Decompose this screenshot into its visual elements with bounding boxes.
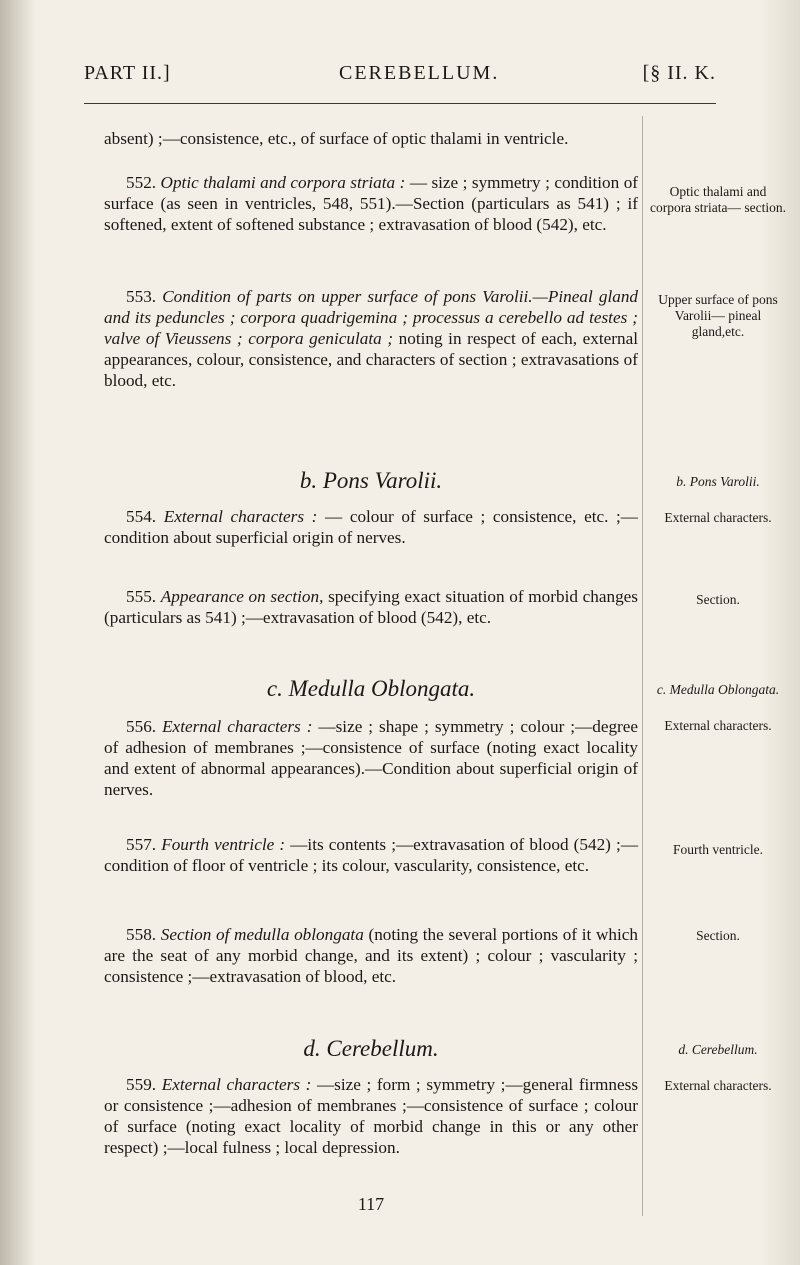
paragraph-556 — [104, 716, 638, 800]
running-head-part: PART II.] — [84, 62, 171, 84]
running-head-section: [§ II. K. — [642, 62, 716, 84]
paragraph-heading: Optic thalami and corpora striata : — [160, 173, 406, 192]
margin-note-upper-surface: Upper surface of pons Varolii— pineal gland,etc. — [658, 292, 778, 339]
paragraph-text: — colour of surface ; consistence, etc. ;—condition about superficial origin of nerves. — [104, 507, 638, 547]
paragraph-559 — [104, 1074, 638, 1158]
margin-note-cerebellum: d. Cerebellum. — [678, 1042, 758, 1057]
margin-note-external-1: External characters. — [664, 510, 772, 525]
margin-note-external-2: External characters. — [664, 718, 772, 733]
paragraph-heading: Appearance on section, — [160, 587, 324, 606]
paragraph-heading: Fourth ventricle : — [161, 835, 286, 854]
section-head-cerebellum: d. Cerebellum. — [303, 1036, 439, 1061]
paragraph-number: 555. — [126, 587, 157, 606]
paragraph-554 — [104, 506, 638, 548]
margin-note-external-3: External characters. — [664, 1078, 772, 1093]
paragraph-heading: External characters : — [163, 507, 318, 526]
margin-note-pons: b. Pons Varolii. — [676, 474, 760, 489]
paragraph-text: —size ; shape ; symmetry ; colour ;—degree of adhesion of membranes ;—consistence of surface (noting exact locality and extent of abnormal appearances).—Condition about superficial origin of nerves. — [104, 717, 639, 799]
section-head-pons: b. Pons Varolii. — [299, 468, 443, 493]
paragraph-text: —its contents ;—extravasation of blood (542) ;—condition of floor of ventricle ; its colour, vascularity, consistence, etc. — [104, 835, 639, 875]
margin-note-fourth-ventricle: Fourth ventricle. — [673, 842, 763, 857]
paragraph-557 — [104, 834, 638, 876]
paragraph-number: 556. — [126, 717, 157, 736]
paragraph-text: absent) ;—consistence, etc., of surface of optic thalami in ventricle. — [104, 129, 569, 148]
paragraph-number: 557. — [126, 835, 157, 854]
paragraph-number: 553. — [126, 287, 157, 306]
paragraph-heading: External characters : — [161, 1075, 312, 1094]
paragraph-heading: Section of medulla oblongata — [160, 925, 364, 944]
margin-note-medulla: c. Medulla Oblongata. — [656, 682, 780, 697]
paragraph-number: 559. — [126, 1075, 157, 1094]
paragraph-555 — [104, 586, 638, 628]
margin-divider — [642, 116, 643, 1216]
header-rule — [84, 103, 716, 104]
paragraph-text: specifying exact situation of morbid changes (particulars as 541) ;—extravasation of blood (542), etc. — [104, 587, 638, 627]
margin-note-section-2: Section. — [696, 928, 740, 943]
paragraph-heading: Condition of parts on upper surface of pons Varolii.—Pineal gland and its peduncles ; corpora quadrigemina ; processus a cerebello ad testes ; valve of Vieussens ; corpora geniculata ; — [104, 287, 639, 348]
paragraph-552 — [104, 172, 638, 235]
margin-note-section-1: Section. — [696, 592, 740, 607]
paragraph-intro — [104, 128, 638, 149]
page-number: 117 — [357, 1194, 385, 1214]
paragraph-number: 554. — [126, 507, 157, 526]
margin-note-optic: Optic thalami and corpora striata— section. — [649, 184, 787, 215]
paragraph-text: (noting the several portions of it which are the seat of any morbid change, and its extent) ; colour ; vascularity ; consistence ;—extravasation of blood, etc. — [104, 925, 638, 986]
paragraph-553 — [104, 286, 638, 391]
paragraph-heading: External characters : — [162, 717, 313, 736]
paragraph-number: 552. — [126, 173, 157, 192]
section-head-medulla: c. Medulla Oblongata. — [266, 676, 476, 701]
running-head-title: CEREBELLUM. — [339, 62, 500, 84]
paragraph-text: — size ; symmetry ; condition of surface (as seen in ventricles, 548, 551).—Section (particulars as 541) ; if softened, extent of softened substance ; extravasation of blood (542), etc. — [104, 173, 639, 234]
running-head — [84, 62, 716, 92]
paragraph-number: 558. — [126, 925, 157, 944]
binding-shadow — [0, 0, 36, 1265]
paragraph-text: —size ; form ; symmetry ;—general firmness or consistence ;—adhesion of membranes ;—consistence of surface ; colour of surface (noting exact locality of morbid change in this or any other respect) ;—local fulness ; local depression. — [104, 1075, 639, 1157]
paragraph-text: noting in respect of each, external appearances, colour, consistence, and characters of section ; extravasations of blood, etc. — [104, 329, 639, 390]
paragraph-558 — [104, 924, 638, 987]
